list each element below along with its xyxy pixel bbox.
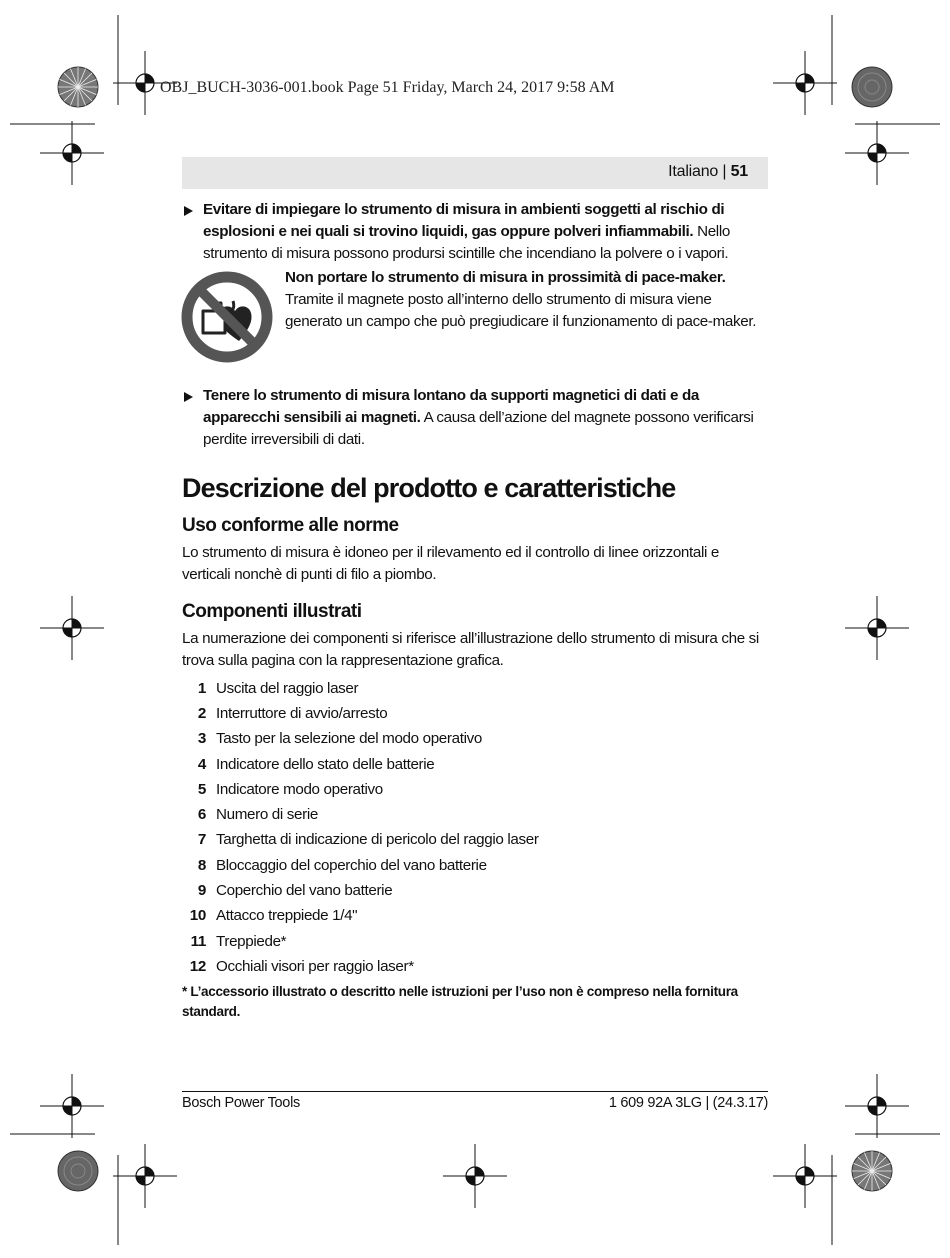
list-item <box>182 752 768 777</box>
uso-text: Lo strumento di misura è idoneo per il rilevamento ed il controllo di linee orizzontali e verticali nonchè di punti di filo a piombo. <box>182 544 719 583</box>
component-number: 7 <box>197 831 206 849</box>
component-number: 11 <box>190 932 206 950</box>
pacemaker-warning <box>182 267 768 385</box>
component-number: 9 <box>197 882 206 900</box>
footer-publisher: Bosch Power Tools <box>182 1095 300 1111</box>
bullet-bold-text: Tenere lo strumento di misura lontano da supporti magnetici di dati e da apparecchi sensibili ai magneti. <box>203 387 700 426</box>
component-number: 4 <box>197 755 206 773</box>
componenti-heading: Componenti illustrati <box>182 601 362 622</box>
component-number: 1 <box>197 679 206 697</box>
component-label: Interruttore di avvio/arresto <box>216 704 388 722</box>
component-number: 6 <box>197 806 206 824</box>
component-label: Attacco treppiede 1/4" <box>216 907 358 925</box>
component-number: 8 <box>197 856 206 874</box>
page-number: 51 <box>730 163 748 180</box>
footnote: * L’accessorio illustrato o descritto nelle istruzioni per l’uso non è compreso nella fornitura standard. <box>182 983 738 1019</box>
no-pacemaker-prohibition-icon <box>181 271 273 363</box>
component-label: Treppiede* <box>216 932 287 950</box>
component-label: Occhiali visori per raggio laser* <box>216 957 414 975</box>
language-label: Italiano <box>668 163 719 180</box>
section-title: Descrizione del prodotto e caratteristiche <box>182 473 676 503</box>
bullet-triangle-icon <box>184 206 193 216</box>
component-number: 5 <box>197 780 206 798</box>
component-label: Indicatore modo operativo <box>216 780 383 798</box>
list-item <box>182 929 768 954</box>
component-label: Uscita del raggio laser <box>216 679 359 697</box>
component-list <box>182 676 768 980</box>
component-label: Targhetta di indicazione di pericolo del raggio laser <box>216 831 539 849</box>
book-header: OBJ_BUCH-3036-001.book Page 51 Friday, March 24, 2017 9:58 AM <box>160 79 615 96</box>
list-item <box>182 701 768 726</box>
component-number: 12 <box>189 957 206 975</box>
bullet-text: A causa dell’azione del magnete possono verificarsi perdite irreversibili di dati. <box>203 409 754 448</box>
list-item <box>182 777 768 802</box>
component-label: Bloccaggio del coperchio del vano batterie <box>216 856 487 874</box>
component-label: Indicatore dello stato delle batterie <box>216 755 435 773</box>
list-item <box>182 878 768 903</box>
component-label: Numero di serie <box>216 806 318 824</box>
separator: | <box>722 163 727 180</box>
bullet-text: Nello strumento di misura possono prodursi scintille che incendiano la polvere o i vapori. <box>203 223 730 262</box>
warning-text <box>285 267 768 333</box>
component-label: Coperchio del vano batterie <box>216 882 393 900</box>
main-content <box>182 199 768 1022</box>
list-item <box>182 904 768 929</box>
list-item <box>182 802 768 827</box>
component-number: 10 <box>189 907 206 925</box>
safety-bullet-explosion <box>182 199 768 265</box>
page-language-number <box>668 163 748 181</box>
list-item <box>182 954 768 979</box>
bullet-bold-text: Evitare di impiegare lo strumento di misura in ambienti soggetti al rischio di esplosioni e nei quali si trovino liquidi, gas oppure polveri infiammabili. <box>203 201 725 240</box>
footer-rule <box>182 1091 768 1092</box>
componenti-intro: La numerazione dei componenti si riferisce all’illustrazione dello strumento di misura che si trova sulla pagina con la rappresentazione grafica. <box>182 630 759 669</box>
component-number: 3 <box>197 730 206 748</box>
warning-bold-text: Non portare lo strumento di misura in prossimità di pace-maker. <box>285 269 726 286</box>
list-item <box>182 676 768 701</box>
safety-bullet-magnetic <box>182 385 768 451</box>
component-label: Tasto per la selezione del modo operativo <box>216 730 482 748</box>
list-item <box>182 853 768 878</box>
list-item <box>182 828 768 853</box>
footer-doc-number: 1 609 92A 3LG | (24.3.17) <box>608 1095 768 1111</box>
warning-body-text: Tramite il magnete posto all’interno dello strumento di misura viene generato un campo che può pregiudicare il funzionamento di pace-maker. <box>285 291 757 330</box>
uso-heading: Uso conforme alle norme <box>182 515 399 536</box>
component-number: 2 <box>197 704 206 722</box>
page-band <box>182 157 768 189</box>
bullet-triangle-icon <box>184 392 193 402</box>
list-item <box>182 727 768 752</box>
